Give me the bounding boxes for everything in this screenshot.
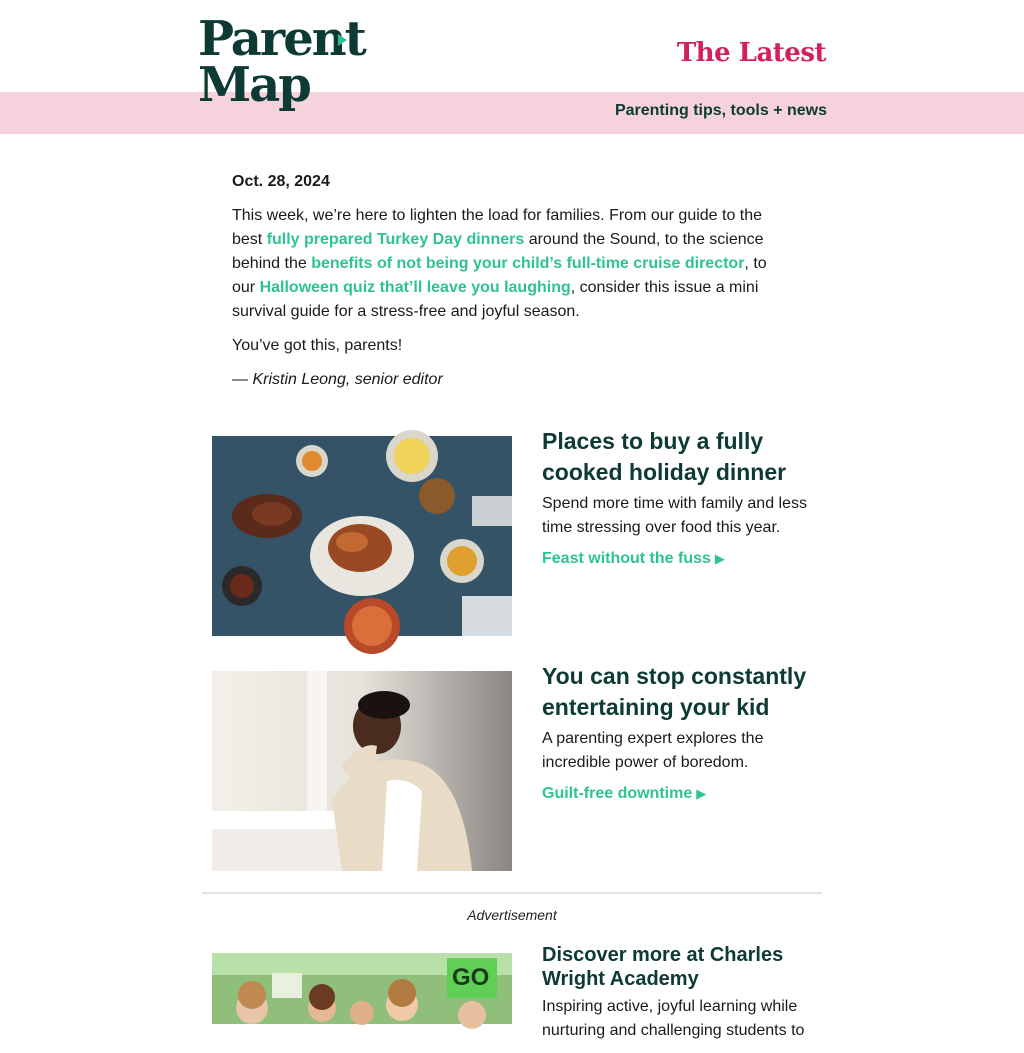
academy-students-image[interactable] bbox=[212, 953, 512, 1024]
logo-line-2: Map bbox=[198, 57, 310, 113]
thanksgiving-table-image bbox=[212, 436, 512, 636]
article-headline[interactable]: You can stop constantly entertaining your kid bbox=[542, 663, 807, 720]
intro-text: , consider this issue a mini survival guide for a stress-free and joyful season. bbox=[232, 279, 759, 320]
section-divider bbox=[202, 892, 822, 894]
article-text bbox=[542, 426, 822, 568]
intro-text: around the Sound, to the science behind the bbox=[232, 231, 764, 272]
logo-play-icon bbox=[338, 34, 347, 46]
parentmap-logo[interactable] bbox=[198, 11, 365, 113]
ad-summary: Inspiring active, joyful learning while nurturing and challenging students to bbox=[542, 998, 805, 1039]
child-at-window-image bbox=[212, 671, 512, 871]
article-headline[interactable]: Places to buy a fully cooked holiday dinner bbox=[542, 428, 787, 485]
newsletter-header bbox=[0, 0, 1024, 134]
article-text bbox=[542, 661, 822, 803]
issue-date: Oct. 28, 2024 bbox=[232, 173, 330, 190]
link-halloween-quiz[interactable]: Halloween quiz that’ll leave you laughing bbox=[259, 279, 571, 296]
intro-text: This week, we’re here to lighten the load for families. From our guide to the best bbox=[232, 207, 763, 248]
intro-text: , to our bbox=[232, 255, 767, 296]
article-summary: Spend more time with family and less time stressing over food this year. bbox=[542, 495, 807, 536]
article-summary: A parenting expert explores the incredible power of boredom. bbox=[542, 730, 764, 771]
bored-kid-image[interactable] bbox=[212, 671, 512, 871]
editor-intro bbox=[232, 170, 782, 392]
ad-text bbox=[542, 943, 822, 1053]
link-turkey-day-dinners[interactable]: fully prepared Turkey Day dinners bbox=[266, 231, 525, 248]
cta-label: Feast without the fuss bbox=[542, 550, 711, 567]
guilt-free-downtime-link[interactable] bbox=[542, 785, 822, 803]
logo-line-1: Parent bbox=[198, 11, 365, 67]
play-arrow-icon: ▶ bbox=[696, 786, 707, 801]
editor-signoff: — Kristin Leong, senior editor bbox=[232, 371, 443, 388]
advertisement-label: Advertisement bbox=[467, 907, 557, 923]
svg-text:GO: GO bbox=[452, 964, 490, 991]
feast-without-fuss-link[interactable] bbox=[542, 550, 822, 568]
ad-headline[interactable]: Discover more at Charles Wright Academy bbox=[542, 944, 784, 990]
encouragement: You’ve got this, parents! bbox=[232, 337, 403, 354]
students-cheering-image bbox=[212, 953, 512, 1024]
link-cruise-director[interactable]: benefits of not being your child’s full-time cruise director bbox=[311, 255, 745, 272]
tagline: Parenting tips, tools + news bbox=[614, 102, 827, 119]
newsletter-name: The Latest bbox=[676, 38, 826, 68]
tagline-band bbox=[0, 92, 1024, 134]
holiday-dinner-image[interactable] bbox=[212, 436, 512, 636]
intro-paragraph bbox=[232, 204, 782, 324]
cta-label: Guilt-free downtime bbox=[542, 785, 693, 802]
play-arrow-icon: ▶ bbox=[714, 551, 725, 566]
